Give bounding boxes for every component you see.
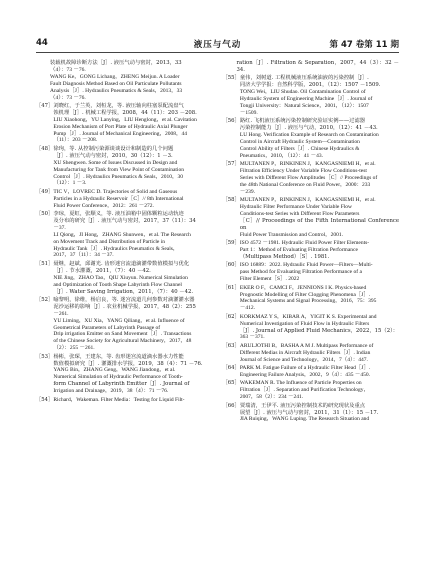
reference-line: Control Ability of Filters［J］. Chinese Hydraulics & (239, 145, 360, 152)
reference-line: pass Method for Evaluating Filtration Performance of a (239, 269, 362, 276)
reference-line: Journal of Science and Technology，2014，7（4）：447. (239, 356, 368, 363)
reference-line: Pump［J］. Journal of Mechanical Engineering，2008，44 (53, 130, 188, 137)
reference-entry (223, 60, 400, 74)
reference-line: ration［J］. Filtration & Separation，2007，44（3）：32 －34. (236, 60, 399, 73)
reference-entry (223, 75, 400, 116)
reference-line: 2017，37（11）：34 －37. (53, 252, 114, 259)
reference-text (53, 146, 212, 187)
reference-entry (223, 197, 400, 238)
reference-line: Numerical Investigation of Fluid Flow in Hydraulic Filters (239, 320, 370, 327)
reference-text (53, 211, 212, 259)
reference-line: ISO 16889：2022. Hydraulic Fluid Power—Filters—Multi- (239, 262, 373, 269)
reference-line: Geometrical Parameters of Labyrinth Passage of (53, 324, 161, 331)
reference-line: 污染控制能力［J］. 液压与气动，2010，（12）：41 －43. (239, 125, 378, 132)
reference-line: MULTANEN P，RINKINEN J，KANGASNIEMI H，et al. (239, 197, 376, 204)
reference-line: （12）：1 －3. (53, 180, 87, 187)
reference-line: Mechanical Systems and Signal Processing，2016，75：395 (239, 298, 377, 305)
reference-line: Engineering Failure Analysis，2002，9（4）：435 －450. (239, 371, 370, 378)
reference-line: （Multipass Method）［S］. 1981. (239, 253, 330, 260)
reference-line: form Channel of Labyrinth Emitter［J］. Journal of (53, 381, 190, 388)
reference-line: Filter Element［S］. 2022 (239, 276, 300, 283)
reference-line: Manufacturing for Tank from View Point of Contamination (53, 166, 184, 173)
reference-line: ISO 4572 －1981. Hydraulic Fluid Power Filter Elements- (239, 240, 370, 247)
reference-line: 363 －371. (239, 334, 265, 341)
reference-line: ［J］. 节水灌溉，2011，（7）：40 －42. (53, 267, 151, 274)
reference-line: 及分布的研究［J］. 液压气动与密封，2017，37（11）：34 (53, 217, 196, 224)
reference-entry (223, 161, 400, 196)
reference-line: 泥沙运移的影响［J］. 农业机械学报，2017，48（2）：255 (53, 303, 196, 310)
running-header (36, 38, 399, 53)
reference-number: ［64］ (222, 365, 240, 372)
reference-text (50, 60, 213, 101)
reference-line: of the Chinese Society for Agricultural Machinery，2017，48 (53, 338, 192, 345)
reference-line: TIC V，LOVREC D. Trajectories of Solid and Gaseous (53, 188, 178, 195)
reference-line: LI Qiong，JI Hong，ZHANG Shunwen，et al. The Research (53, 231, 191, 238)
reference-text (53, 397, 212, 404)
reference-entry (36, 354, 213, 395)
reference-number: ［54］ (36, 396, 54, 403)
reference-text (240, 118, 399, 159)
reference-line: EKER O F，CAMCI F，JENNIONS I K. Physics-based (239, 284, 367, 291)
reference-text (240, 285, 399, 313)
reference-number: ［61］ (222, 284, 240, 291)
reference-entry (36, 211, 213, 259)
reference-number: ［59］ (222, 240, 240, 247)
reference-line: Conditions-test Series with Different Flow Parameters (239, 211, 360, 218)
reference-line: Control［J］. Hydraulics Pneumatics & Seals，2010，30 (53, 173, 184, 180)
reference-line: 蚀机理［J］. 机械工程学报，2008，44（11）：203 －208. (53, 109, 197, 116)
reference-line: NIE Jing，ZHAO Tao，QIU Xiuyun. Numerical Simulation (53, 274, 188, 281)
reference-line: YANG Bin，ZHANG Geng，WANG Jiandong，et al. (53, 367, 176, 374)
reference-entry (223, 380, 400, 401)
reference-line: LIU Xiaohong，YU Lanying，LIU Henglong，et al. Cavitation (53, 116, 197, 123)
reference-line: 聂继，赵斌，邱谢光. 齿形迷宫流道滴灌带数值模拟与优化 (53, 260, 190, 267)
left-column (36, 60, 213, 559)
reference-text (53, 354, 212, 395)
reference-line: －412. (239, 305, 255, 312)
reference-text (240, 262, 399, 283)
reference-line: Erosion Mechanism of Port Plate of Hydraulic Axial Plunger (53, 123, 188, 130)
reference-entry (223, 240, 400, 261)
reference-line: 2007，58（2）：234 －241. (239, 394, 304, 401)
reference-text (240, 240, 399, 261)
reference-line: Numerical Simulation of Hydraulic Performance of Tooth- (53, 374, 183, 381)
reference-line: 杨彬，张琛，王建东，等. 齿形迷宫流道滴水器水力性能 (53, 353, 184, 360)
reference-line: ［J］. Journal of Applied Fluid Mechanics，2022，15（2）： (239, 327, 399, 334)
reference-line: XU Shengwen. Some of Issues Discussed in Design and (53, 159, 178, 166)
reference-text (237, 60, 400, 74)
reference-line: （2）：255 －261. (53, 345, 95, 352)
reference-number: ［56］ (222, 118, 240, 125)
reference-number: ［63］ (222, 342, 240, 349)
reference-line: Filtration［J］. Separation and Purification Technology， (239, 387, 370, 394)
reference-line: ［C］// Proceedings of the Fifth International Conference on (239, 217, 399, 231)
reference-text (53, 189, 212, 210)
reference-number: ［49］ (36, 188, 54, 195)
reference-line: Drip irrigation Emitter on Sand Movement［J］. Transactions (53, 331, 192, 338)
reference-line: MULTANEN P，RINKINEN J，KANGASNIEMI H，et al. (239, 161, 376, 168)
reference-entry (36, 261, 213, 296)
reference-line: 刘晓红，于兰英，刘桓龙，等. 液压轴向柱塞泵配流盘气 (53, 102, 184, 109)
reference-entry (223, 262, 400, 283)
right-column (223, 60, 400, 559)
reference-number: ［60］ (222, 262, 240, 269)
reference-line: －1509. (239, 109, 258, 116)
reference-text (240, 380, 399, 401)
reference-line: Particles in a Hydraulic Reservoir［C］// 8th International (53, 195, 184, 202)
reference-line: the 48th National Conference on Fluid Power，2000：233 (239, 181, 371, 188)
reference-line: Filtration Efficiency Under Variable Flow Conditions-test (239, 168, 367, 175)
reference-line: 路红. 飞机液压系统污染控制研究验证实例——过滤器 (239, 118, 366, 125)
reference-line: Richard，Wakeman. Filter Media：Testing for Liquid Filt- (53, 396, 185, 403)
reference-line: Series with Different Flow Amplitudes［C］// Proceedings of (239, 175, 378, 181)
reference-line: Pneumatics，2010，（12）：41 －43. (239, 152, 323, 159)
reference-entry (223, 118, 400, 159)
reference-line: Analysis［J］. Hydraulics Pneumatics & Seals，2013，33 (50, 87, 183, 94)
reference-line: on Movement Track and Distribution of Particle in (53, 238, 166, 245)
reference-text (240, 365, 399, 379)
reference-number: ［52］ (36, 296, 54, 303)
reference-line: Fluid Power Conference，2012：261 －272. (53, 202, 154, 209)
reference-entry (223, 403, 400, 424)
reference-number: ［47］ (36, 102, 54, 109)
reference-entry (36, 397, 213, 404)
reference-number: ［57］ (222, 161, 240, 168)
reference-line: JIA Ruiqing，WANG Luping. The Research Situation and (239, 416, 370, 423)
reference-entry (36, 189, 213, 210)
reference-line: 童伟，刘树道. 工程机械液压系统油液的污染控制［J］. (239, 75, 369, 82)
reference-line: Prognostic Modelling of Filter Clogging Phenomena［J］. (239, 291, 371, 298)
reference-line: LU Hong. Verification Example of Research on Contamination (239, 132, 379, 139)
reference-text (53, 103, 212, 144)
journal-title: 液压与气动 (193, 40, 242, 50)
reference-entry (36, 60, 213, 101)
reference-entry (223, 343, 400, 364)
reference-line: Different Medias in Aircraft Hydraulic Filters［J］. Indian (239, 349, 371, 356)
page-number: 44 (36, 38, 48, 48)
reference-text (53, 297, 212, 352)
reference-line: Part 1：Method of Evaluating Filtration Performance (239, 247, 358, 254)
reference-line: Irrigation and Drainage，2019，38（4）：71 －76. (53, 388, 169, 395)
reference-entry (223, 314, 400, 342)
reference-number (223, 60, 237, 74)
reference-number (36, 60, 50, 101)
reference-number: ［53］ (36, 353, 54, 360)
reference-line: Tongji University：Natural Science，2001，（12）：1507 (239, 102, 369, 109)
reference-line: （4）：73 －76. (50, 94, 86, 101)
reference-line: PARK M. Fatigue Failure of a Hydraulic Filter Head［J］. (239, 365, 371, 372)
reference-line: Hydraulic Tank［J］. Hydraulics Pneumatics & Seals， (53, 245, 179, 252)
reference-number: ［48］ (36, 145, 54, 152)
reference-line: TONG Wei，LIU Shudao. Oil Contamination Control of (239, 89, 366, 96)
reference-line: and Optimization of Tooth Shape Labyrinth Flow Channel (53, 281, 182, 288)
reference-number: ［55］ (222, 75, 240, 82)
reference-entry (223, 285, 400, 313)
reference-text (240, 75, 399, 116)
reference-entry (36, 297, 213, 352)
reference-line: 装载机故障诊断方法［J］. 液压气动与密封，2013，33 (50, 60, 182, 66)
reference-line: 展望［J］. 液压与气动与密封，2011，31（1）：15 －17. (239, 409, 379, 416)
reference-number: ［51］ (36, 260, 54, 267)
reference-number: ［65］ (222, 380, 240, 387)
reference-line: ARULJOTHI B，BASHA A M J. Multipass Performance of (239, 342, 374, 349)
reference-text (240, 197, 399, 238)
reference-line: 喻黎明，徐维，杨启良，等. 迷宫流道几何参数对滴灌灌水器 (53, 296, 195, 303)
reference-number: ［66］ (222, 402, 240, 409)
reference-line: WANG Ke，GONG Lichang，ZHENG Meijun. A Loader (50, 73, 180, 80)
reference-number: ［62］ (222, 313, 240, 320)
reference-line: 李琼，夏虹，张顺义，等. 液压油箱中固体颗粒运动轨迹 (53, 211, 184, 218)
reference-line: （4）：73 －76. (50, 66, 86, 73)
reference-line: －37. (53, 224, 66, 231)
reference-text (240, 314, 399, 342)
reference-entry (36, 103, 213, 144)
reference-entry (36, 146, 213, 187)
reference-line: Hydraulic System of Engineering Machine［J］. Journal of (239, 96, 373, 103)
reference-line: ［J］. 液压气动与密封，2010，30（12）：1 －3. (53, 152, 173, 159)
reference-line: （11）：203 －208. (53, 137, 98, 144)
reference-line: KORKMAZ Y S，KIBAR A，YIGIT K S. Experimental and (239, 313, 377, 320)
reference-columns (36, 60, 399, 559)
reference-number: ［50］ (36, 211, 54, 218)
reference-text (240, 161, 399, 196)
reference-text (240, 343, 399, 364)
issue-label: 第 47 卷第 11 期 (329, 40, 399, 50)
reference-line: 同济大学学报：自然科学版，2001，（12）：1507 －1509. (239, 82, 381, 89)
reference-entry (223, 365, 400, 379)
reference-line: Hydraulic Filter Performance Under Variable Flow (239, 204, 353, 211)
reference-line: 徐珣，等. 从控制污染源谈谈设计和制造的几个问题 (53, 145, 174, 152)
reference-number: ［58］ (222, 197, 240, 204)
reference-line: －261. (53, 310, 69, 317)
reference-line: －239. (239, 188, 255, 195)
reference-line: Control in Aircraft Hydraulic System—Contamination (239, 138, 360, 145)
reference-line: WAKEMAN R. The Influence of Particle Properties on (239, 380, 362, 387)
reference-text (240, 403, 399, 424)
reference-line: YU Liming，XU Xia，YANG Qiliang，et al. Influence of (53, 317, 185, 324)
reference-line: 数值模拟研究［J］. 灌溉排水学报，2019，38（4）：71 －76. (53, 360, 203, 367)
reference-line: Fault Diagnosis Method Based on Oil Particulate Pollutants (50, 80, 182, 87)
reference-line: ［J］. Water Saving Irrigation，2011，（7）：40 －42. (53, 288, 194, 295)
reference-line: Fluid Power Transmission and Control，2001. (239, 231, 343, 238)
reference-line: 贾瑞清，王伊平. 液压污染控制技术的研究现状及重点 (239, 402, 366, 409)
reference-text (53, 261, 212, 296)
